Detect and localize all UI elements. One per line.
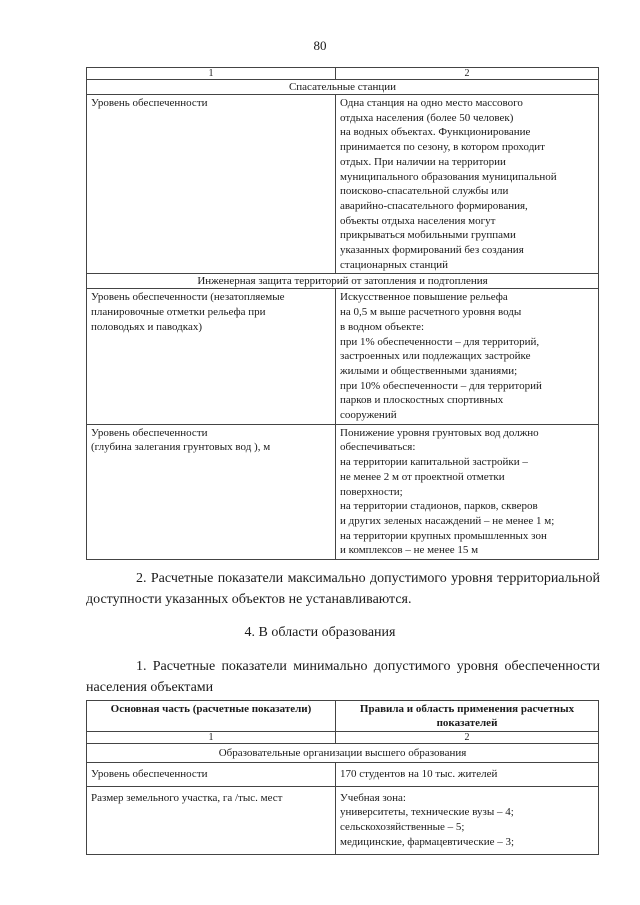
rule-line: парков и плоскостных спортивных <box>340 394 504 407</box>
rule-line: и комплексов – не менее 15 м <box>340 544 479 557</box>
rule-line: обеспечиваться: <box>340 441 416 454</box>
rule-line: Искусственное повышение рельефа <box>340 291 508 304</box>
rule-line: Учебная зона: <box>340 791 406 804</box>
indicator-line: Уровень обеспеченности <box>91 426 208 439</box>
rule-line: сельскохозяйственные – 5; <box>340 821 465 834</box>
rule-line: в водном объекте: <box>340 320 425 333</box>
indicator-line: половодьях и паводках) <box>91 320 202 333</box>
rule-line: университеты, технические вузы – 4; <box>340 806 514 819</box>
rule-line: Одна станция на одно место массового <box>340 97 523 109</box>
table-calculation-indicators-safety <box>86 67 599 560</box>
indicator-line: (глубина залегания грунтовых вод ), м <box>91 441 271 454</box>
rule-line: поисково-спасательной службы или <box>340 185 509 198</box>
indicator-cell <box>87 289 336 424</box>
indicator-cell <box>87 786 336 854</box>
indicator-line: планировочные отметки рельефа при <box>91 306 266 319</box>
indicator-cell <box>87 763 336 787</box>
table-row <box>87 786 599 854</box>
rule-line: и других зеленых насаждений – не менее 1 м; <box>340 514 555 527</box>
section-row <box>87 80 599 95</box>
table-row <box>87 763 599 787</box>
column-header: Правила и область применения расчетных показателей <box>336 701 599 732</box>
column-number: 2 <box>336 732 599 744</box>
indicator-line: Уровень обеспеченности <box>91 97 208 109</box>
section-row <box>87 744 599 763</box>
rule-line: при 1% обеспеченности – для территорий, <box>340 335 540 348</box>
indicator-line: Уровень обеспеченности (незатопляемые <box>91 291 285 304</box>
rule-line: на территории капитальной застройки – <box>340 456 528 469</box>
section-title: Инженерная защита территорий от затопления и подтопления <box>87 274 599 289</box>
paragraph-max-accessibility: 2. Расчетные показатели максимально допустимого уровня территориальной доступности указанных объектов не устанавливаются. <box>86 571 600 607</box>
rule-line: Понижение уровня грунтовых вод должно <box>340 426 539 439</box>
rule-line: не менее 2 м от проектной отметки <box>340 470 505 483</box>
table-education-indicators <box>86 700 599 855</box>
rule-cell <box>336 763 599 787</box>
indicator-cell <box>87 95 336 274</box>
column-number: 1 <box>87 68 336 80</box>
rule-line: указанных формирований без создания <box>340 244 524 257</box>
rule-line: аварийно-спасательного формирования, <box>340 199 528 212</box>
table-row <box>87 424 599 559</box>
table-row <box>87 95 599 274</box>
rule-line: отдых. При наличии на территории <box>340 155 506 168</box>
rule-line: объекты отдыха населения могут <box>340 214 496 227</box>
section-row <box>87 274 599 289</box>
rule-cell <box>336 95 599 274</box>
rule-line: при 10% обеспеченности – для территорий <box>340 379 542 392</box>
rule-cell <box>336 289 599 424</box>
paragraph-min-provision: 1. Расчетные показатели минимально допустимого уровня обеспеченности населения объектами <box>86 659 600 695</box>
rule-line: отдыха населения (более 50 человек) <box>340 111 514 124</box>
rule-line: на территории крупных промышленных зон <box>340 529 547 542</box>
column-number: 2 <box>336 68 599 80</box>
rule-line: сооружений <box>340 409 397 422</box>
rule-line: 170 студентов на 10 тыс. жителей <box>340 768 498 780</box>
header-row <box>87 701 599 732</box>
indicator-line: Уровень обеспеченности <box>91 768 208 780</box>
rule-line: на водных объектах. Функционирование <box>340 126 531 139</box>
rule-cell <box>336 424 599 559</box>
rule-cell <box>336 786 599 854</box>
section-title: Образовательные организации высшего образования <box>87 744 599 763</box>
page-number: 80 <box>313 38 327 53</box>
rule-line: поверхности; <box>340 485 403 498</box>
section-heading: 4. В области образования <box>244 625 396 640</box>
column-number-row <box>87 732 599 744</box>
section-title: Спасательные станции <box>87 80 599 95</box>
rule-line: прикрываться мобильными группами <box>340 229 516 242</box>
rule-line: принимается по сезону, в котором проходит <box>340 141 545 154</box>
column-number: 1 <box>87 732 336 744</box>
column-number-row <box>87 68 599 80</box>
rule-line: на территории стадионов, парков, скверов <box>340 500 538 513</box>
rule-line: жилыми и общественными зданиями; <box>340 364 518 377</box>
rule-line: муниципального образования муниципальной <box>340 170 557 183</box>
rule-line: на 0,5 м выше расчетного уровня воды <box>340 306 522 319</box>
table-row <box>87 289 599 424</box>
rule-line: стационарных станций <box>340 258 449 271</box>
indicator-line: Размер земельного участка, га /тыс. мест <box>91 791 283 804</box>
indicator-cell <box>87 424 336 559</box>
rule-line: застроенных или подлежащих застройке <box>340 350 531 363</box>
column-header: Основная часть (расчетные показатели) <box>87 701 336 732</box>
rule-line: медицинские, фармацевтические – 3; <box>340 835 515 848</box>
